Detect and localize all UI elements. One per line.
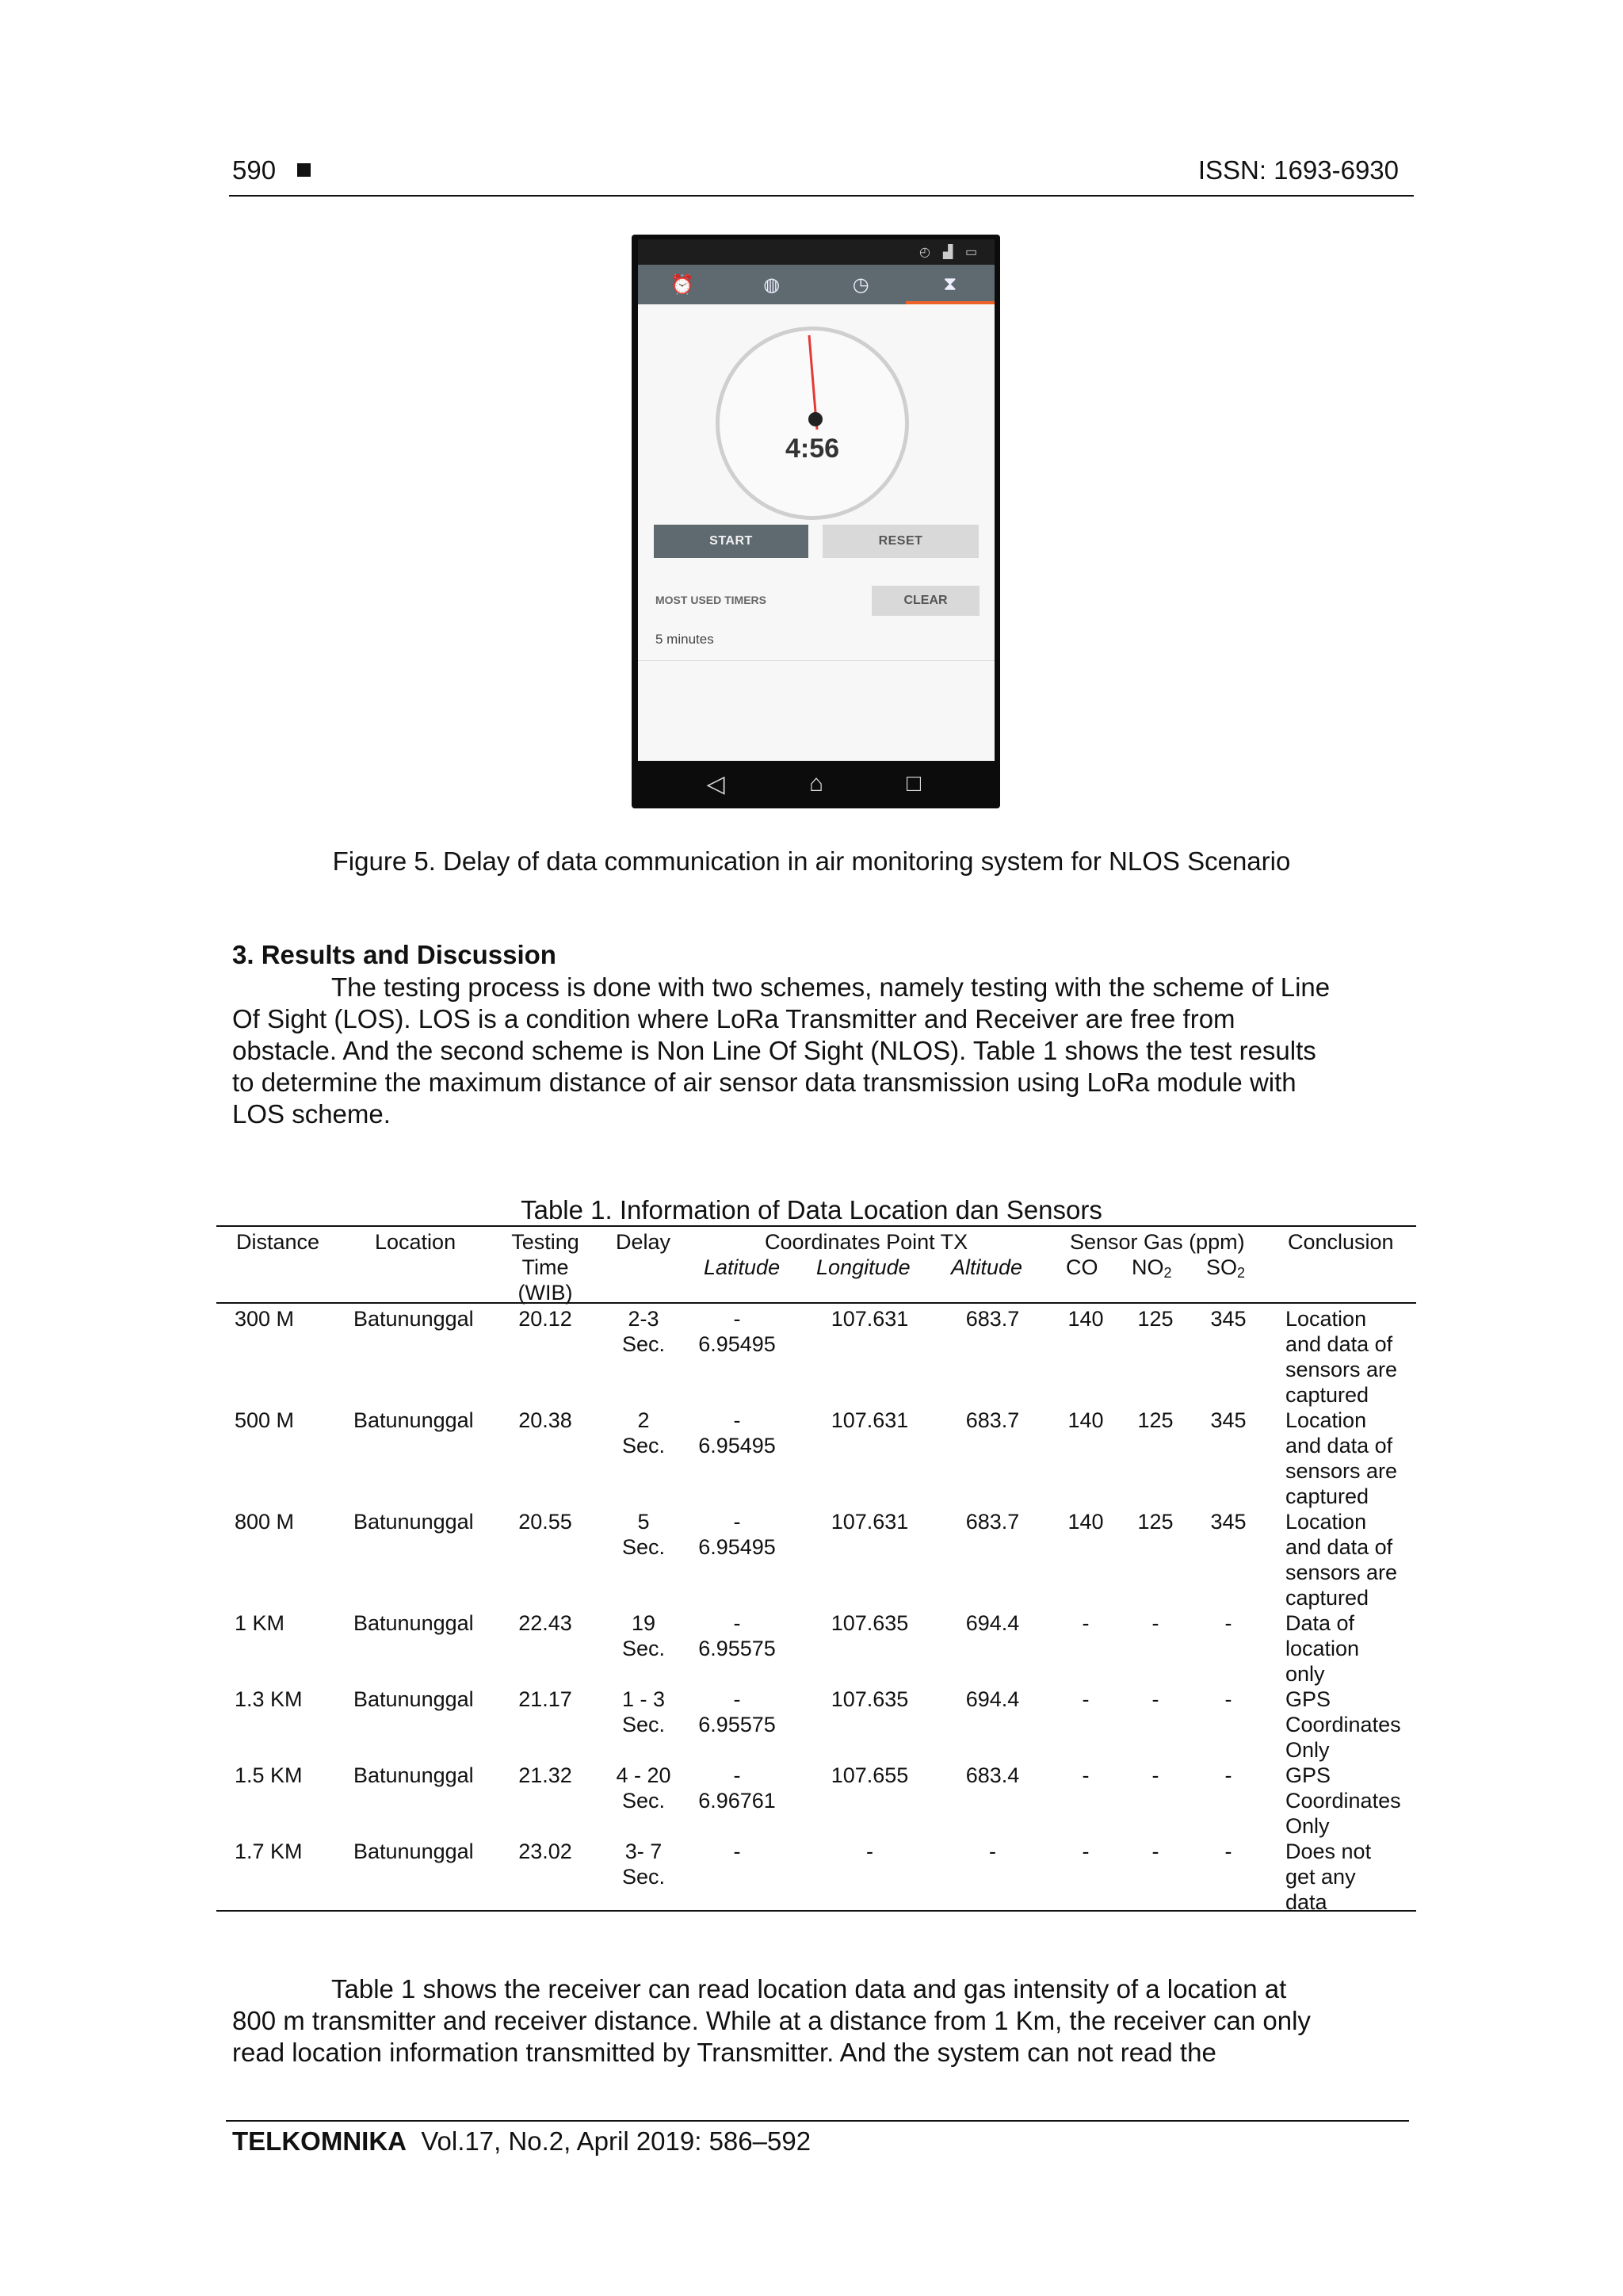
cell-time — [506, 1839, 585, 1864]
signal-icon: ▟ — [943, 246, 953, 259]
table-rule-top — [216, 1225, 1416, 1227]
phone-status-bar — [638, 239, 995, 265]
cell-lon — [816, 1687, 923, 1712]
header-testing-time-line: (WIB) — [517, 1281, 573, 1305]
cell-location — [353, 1509, 474, 1534]
stopwatch-tab[interactable] — [816, 265, 906, 304]
globe-icon: ◍ — [763, 273, 781, 296]
cell-line: 107.655 — [831, 1763, 909, 1787]
figure-caption: Figure 5. Delay of data communication in air monitoring system for NLOS Scenario — [332, 846, 1291, 876]
cell-line: - — [1082, 1687, 1090, 1711]
cell-line: only — [1285, 1662, 1325, 1686]
cell-line: 694.4 — [965, 1687, 1020, 1711]
page-number: 590 — [232, 155, 277, 185]
cell-line: captured — [1285, 1586, 1369, 1610]
cell-alt — [947, 1306, 1038, 1331]
cell-lat — [689, 1687, 785, 1737]
cell-location — [353, 1839, 474, 1864]
paragraph-line: Of Sight (LOS). LOS is a condition where LoRa Transmitter and Receiver are free from — [232, 1004, 1235, 1033]
timer-value: 4:56 — [785, 434, 840, 464]
cell-lon — [816, 1306, 923, 1331]
cell-delay — [609, 1610, 678, 1661]
subscript: 2 — [1163, 1265, 1172, 1281]
cell-conclusion — [1285, 1509, 1397, 1610]
cell-line: 140 — [1067, 1510, 1104, 1534]
paragraph-1 — [232, 972, 1397, 1130]
cell-no2 — [1128, 1610, 1183, 1636]
cell-distance — [235, 1509, 294, 1534]
cell-line: - — [1151, 1763, 1159, 1787]
cell-line: - — [733, 1839, 741, 1863]
cell-line: 1 - 3 — [621, 1687, 666, 1711]
cell-line: Batununggal — [353, 1687, 474, 1711]
cell-line: Sec. — [621, 1332, 666, 1356]
cell-line: Location — [1285, 1307, 1367, 1331]
table-rule-header — [216, 1302, 1416, 1304]
cell-line: Only — [1285, 1814, 1330, 1838]
cell-time — [506, 1306, 585, 1331]
cell-line: 20.38 — [518, 1408, 572, 1432]
cell-line: 107.631 — [831, 1408, 909, 1432]
cell-alt — [947, 1763, 1038, 1788]
cell-line: 107.635 — [831, 1611, 909, 1635]
alarm-tab[interactable] — [638, 265, 727, 304]
cell-line: - — [866, 1839, 873, 1863]
cell-line: Sec. — [621, 1789, 666, 1813]
cell-line: 20.12 — [518, 1307, 572, 1331]
cell-line: Location — [1285, 1510, 1367, 1534]
saved-timer-item[interactable]: 5 minutes — [655, 632, 714, 647]
cell-line: - — [733, 1307, 741, 1331]
cell-line: Sec. — [621, 1434, 666, 1457]
cell-line: location — [1285, 1637, 1360, 1660]
cell-alt — [947, 1687, 1038, 1712]
cell-so2 — [1201, 1610, 1256, 1636]
cell-co — [1058, 1687, 1113, 1712]
cell-line: captured — [1285, 1383, 1369, 1407]
cell-line: Sec. — [621, 1865, 666, 1889]
cell-line: Data of — [1285, 1611, 1355, 1635]
header-rule — [229, 195, 1414, 197]
issn: ISSN: 1693-6930 — [1197, 155, 1399, 185]
cell-line: - — [733, 1687, 741, 1711]
cell-time — [506, 1610, 585, 1636]
back-icon[interactable]: ◁ — [706, 770, 725, 797]
cell-line: Batununggal — [353, 1839, 474, 1863]
cell-conclusion — [1285, 1839, 1371, 1915]
cell-delay — [609, 1839, 678, 1889]
cell-line: 345 — [1210, 1307, 1247, 1331]
cell-alt — [947, 1509, 1038, 1534]
cell-line: and data of — [1285, 1332, 1393, 1356]
cell-line: 345 — [1210, 1510, 1247, 1534]
cell-no2 — [1128, 1408, 1183, 1433]
cell-line: - — [989, 1839, 996, 1863]
phone-nav-bar — [638, 761, 995, 807]
cell-lat — [689, 1763, 785, 1813]
cell-line: 1 KM — [235, 1611, 285, 1635]
cell-distance — [235, 1763, 303, 1788]
dial-center-dot — [808, 412, 823, 426]
cell-line: 800 M — [235, 1510, 295, 1534]
cell-line: - — [733, 1408, 741, 1432]
paragraph-line: to determine the maximum distance of air sensor data transmission using LoRa module with — [232, 1068, 1296, 1097]
cell-so2 — [1201, 1408, 1256, 1433]
cell-line: data — [1285, 1890, 1327, 1914]
paragraph-line: read location information transmitted by Transmitter. And the system can not read the — [232, 2038, 1216, 2067]
cell-lat — [689, 1610, 785, 1661]
timer-screen — [638, 304, 995, 761]
cell-delay — [609, 1687, 678, 1737]
paragraph-2 — [232, 1973, 1397, 2069]
cell-line: 21.17 — [518, 1687, 572, 1711]
cell-line: sensors are — [1285, 1459, 1398, 1483]
cell-lat — [689, 1509, 785, 1560]
header-testing-time-line: Time — [521, 1255, 569, 1279]
cell-so2 — [1201, 1306, 1256, 1331]
cell-line: 300 M — [235, 1307, 295, 1331]
cell-line: GPS — [1285, 1763, 1331, 1787]
cell-line: 22.43 — [518, 1611, 572, 1635]
cell-time — [506, 1763, 585, 1788]
cell-line: Sec. — [621, 1637, 666, 1660]
cell-line: - — [1224, 1839, 1232, 1863]
cell-line: 6.95575 — [698, 1713, 776, 1736]
cell-line: 5 — [637, 1510, 650, 1534]
reset-button[interactable]: RESET — [823, 525, 979, 558]
cell-line: Coordinates — [1285, 1789, 1401, 1813]
cell-line: Coordinates — [1285, 1713, 1401, 1736]
cell-line: 2 — [637, 1408, 650, 1432]
cell-lon — [816, 1763, 923, 1788]
section-title: 3. Results and Discussion — [232, 940, 556, 969]
cell-co — [1058, 1763, 1113, 1788]
cell-line: - — [1151, 1611, 1159, 1635]
cell-line: and data of — [1285, 1535, 1393, 1559]
hourglass-icon: ⧗ — [943, 273, 957, 295]
cell-distance — [235, 1306, 294, 1331]
cell-lon — [816, 1408, 923, 1433]
cell-line: - — [733, 1510, 741, 1534]
cell-line: Batununggal — [353, 1611, 474, 1635]
cell-distance — [235, 1408, 294, 1433]
cell-no2 — [1128, 1687, 1183, 1712]
cell-line: GPS — [1285, 1687, 1331, 1711]
cell-line: - — [1082, 1839, 1090, 1863]
cell-co — [1058, 1408, 1113, 1433]
cell-line: 107.631 — [831, 1307, 909, 1331]
cell-line: 140 — [1067, 1307, 1104, 1331]
cell-co — [1058, 1509, 1113, 1534]
cell-line: Location — [1285, 1408, 1367, 1432]
cell-line: Batununggal — [353, 1763, 474, 1787]
clock-icon: ◷ — [852, 273, 869, 296]
cell-line: 694.4 — [965, 1611, 1020, 1635]
cell-location — [353, 1610, 474, 1636]
header-no2-text: NO — [1132, 1255, 1164, 1279]
cell-line: and data of — [1285, 1434, 1393, 1457]
cell-co — [1058, 1306, 1113, 1331]
cell-distance — [235, 1610, 285, 1636]
cell-line: - — [1082, 1763, 1090, 1787]
cell-so2 — [1201, 1763, 1256, 1788]
cell-no2 — [1128, 1839, 1183, 1864]
cell-lon — [816, 1610, 923, 1636]
cell-location — [353, 1306, 474, 1331]
paragraph-line: obstacle. And the second scheme is Non Line Of Sight (NLOS). Table 1 shows the test results — [232, 1036, 1316, 1065]
cell-line: 345 — [1210, 1408, 1247, 1432]
cell-line: 20.55 — [518, 1510, 572, 1534]
cell-no2 — [1128, 1763, 1183, 1788]
cell-line: 1.5 KM — [235, 1763, 303, 1787]
cell-line: - — [1082, 1611, 1090, 1635]
cell-delay — [609, 1408, 678, 1458]
cell-co — [1058, 1610, 1113, 1636]
cell-line: 125 — [1137, 1307, 1174, 1331]
timer-tab[interactable] — [906, 265, 995, 304]
cell-line: sensors are — [1285, 1561, 1398, 1584]
cell-lon — [816, 1839, 923, 1864]
table-rule-bottom — [216, 1910, 1416, 1912]
cell-line: - — [733, 1611, 741, 1635]
header-longitude: Longitude — [816, 1255, 911, 1279]
cell-line: get any — [1285, 1865, 1356, 1889]
cell-line: 683.7 — [965, 1408, 1020, 1432]
cell-line: captured — [1285, 1484, 1369, 1508]
cell-line: 19 — [631, 1611, 656, 1635]
cell-line: Batununggal — [353, 1408, 474, 1432]
list-divider — [638, 660, 995, 661]
cell-line: Batununggal — [353, 1307, 474, 1331]
timer-dial — [716, 327, 909, 520]
world-clock-tab[interactable] — [727, 265, 817, 304]
cell-line: 2-3 — [628, 1307, 659, 1331]
cell-location — [353, 1687, 474, 1712]
phone-tab-bar — [638, 265, 995, 304]
cell-line: 23.02 — [518, 1839, 572, 1863]
cell-lat — [689, 1408, 785, 1458]
cell-time — [506, 1509, 585, 1534]
cell-line: Only — [1285, 1738, 1330, 1762]
cell-line: 683.7 — [965, 1510, 1020, 1534]
alarm-icon: ◴ — [919, 246, 930, 259]
cell-line: - — [1151, 1687, 1159, 1711]
cell-so2 — [1201, 1687, 1256, 1712]
cell-line: 3- 7 — [624, 1839, 663, 1863]
cell-co — [1058, 1839, 1113, 1864]
cell-conclusion — [1285, 1687, 1401, 1763]
cell-line: - — [1151, 1839, 1159, 1863]
cell-no2 — [1128, 1306, 1183, 1331]
home-icon[interactable]: ⌂ — [808, 770, 824, 797]
cell-line: 1.7 KM — [235, 1839, 303, 1863]
cell-lat — [689, 1306, 785, 1357]
cell-line: Sec. — [621, 1713, 666, 1736]
cell-location — [353, 1763, 474, 1788]
journal-issue: Vol.17, No.2, April 2019: 586–592 — [421, 2126, 812, 2156]
alarm-clock-icon: ⏰ — [670, 273, 695, 296]
header-testing-time — [506, 1229, 585, 1305]
cell-line: Does not — [1285, 1839, 1372, 1863]
header-sensor-gas: Sensor Gas (ppm) — [1070, 1230, 1245, 1254]
recents-icon[interactable]: □ — [906, 770, 922, 797]
cell-conclusion — [1285, 1306, 1397, 1408]
cell-alt — [947, 1610, 1038, 1636]
cell-line: 107.631 — [831, 1510, 909, 1534]
header-latitude: Latitude — [704, 1255, 781, 1279]
cell-line: - — [1224, 1763, 1232, 1787]
header-delay: Delay — [616, 1230, 671, 1254]
cell-line: 125 — [1137, 1510, 1174, 1534]
cell-line: - — [1224, 1611, 1232, 1635]
cell-line: 4 - 20 — [616, 1763, 671, 1787]
cell-conclusion — [1285, 1610, 1359, 1687]
cell-line: 21.32 — [518, 1763, 572, 1787]
cell-line: 6.95495 — [698, 1434, 776, 1457]
cell-distance — [235, 1687, 303, 1712]
header-distance: Distance — [236, 1230, 320, 1254]
cell-delay — [609, 1509, 678, 1560]
header-altitude: Altitude — [951, 1255, 1023, 1279]
cell-line: Batununggal — [353, 1510, 474, 1534]
start-button[interactable]: START — [654, 525, 808, 558]
header-square-bullet — [297, 163, 311, 177]
cell-delay — [609, 1763, 678, 1813]
cell-alt — [947, 1839, 1038, 1864]
cell-lat — [689, 1839, 785, 1864]
battery-icon: ▭ — [965, 246, 978, 259]
cell-line: 500 M — [235, 1408, 295, 1432]
header-so2 — [1206, 1255, 1245, 1286]
most-used-timers-label: MOST USED TIMERS — [655, 594, 767, 606]
journal-name: TELKOMNIKA — [232, 2126, 407, 2156]
cell-line: 125 — [1137, 1408, 1174, 1432]
header-testing-time-line: Testing — [511, 1230, 579, 1254]
clear-button[interactable]: CLEAR — [872, 586, 980, 616]
cell-line: 107.635 — [831, 1687, 909, 1711]
footer-rule — [226, 2120, 1409, 2122]
cell-conclusion — [1285, 1408, 1397, 1509]
paragraph-line: Table 1 shows the receiver can read location data and gas intensity of a location at — [331, 1974, 1287, 2004]
cell-line: 1.3 KM — [235, 1687, 303, 1711]
header-co: CO — [1066, 1255, 1098, 1279]
cell-alt — [947, 1408, 1038, 1433]
cell-conclusion — [1285, 1763, 1401, 1839]
cell-line: 683.4 — [965, 1763, 1020, 1787]
header-location: Location — [375, 1230, 456, 1254]
cell-no2 — [1128, 1509, 1183, 1534]
paragraph-line: The testing process is done with two schemes, namely testing with the scheme of Line — [331, 972, 1331, 1002]
cell-so2 — [1201, 1509, 1256, 1534]
cell-line: 6.95575 — [698, 1637, 776, 1660]
header-no2 — [1132, 1255, 1172, 1286]
cell-distance — [235, 1839, 303, 1864]
cell-line: Sec. — [621, 1535, 666, 1559]
cell-line: 140 — [1067, 1408, 1104, 1432]
cell-line: - — [1224, 1687, 1232, 1711]
cell-location — [353, 1408, 474, 1433]
cell-line: 6.95495 — [698, 1332, 776, 1356]
cell-line: 6.95495 — [698, 1535, 776, 1559]
table-caption: Table 1. Information of Data Location dan Sensors — [521, 1195, 1102, 1224]
cell-delay — [609, 1306, 678, 1357]
paragraph-line: 800 m transmitter and receiver distance. While at a distance from 1 Km, the receiver can only — [232, 2006, 1311, 2035]
cell-lon — [816, 1509, 923, 1534]
cell-time — [506, 1687, 585, 1712]
header-conclusion: Conclusion — [1288, 1230, 1394, 1254]
cell-line: - — [733, 1763, 741, 1787]
header-so2-text: SO — [1206, 1255, 1238, 1279]
footer — [232, 2126, 811, 2157]
cell-time — [506, 1408, 585, 1433]
cell-line: 683.7 — [965, 1307, 1020, 1331]
header-coordinates: Coordinates Point TX — [765, 1230, 968, 1254]
cell-line: 6.96761 — [698, 1789, 776, 1813]
cell-line: sensors are — [1285, 1358, 1398, 1381]
cell-so2 — [1201, 1839, 1256, 1864]
subscript: 2 — [1237, 1265, 1246, 1281]
paragraph-line: LOS scheme. — [232, 1099, 391, 1129]
